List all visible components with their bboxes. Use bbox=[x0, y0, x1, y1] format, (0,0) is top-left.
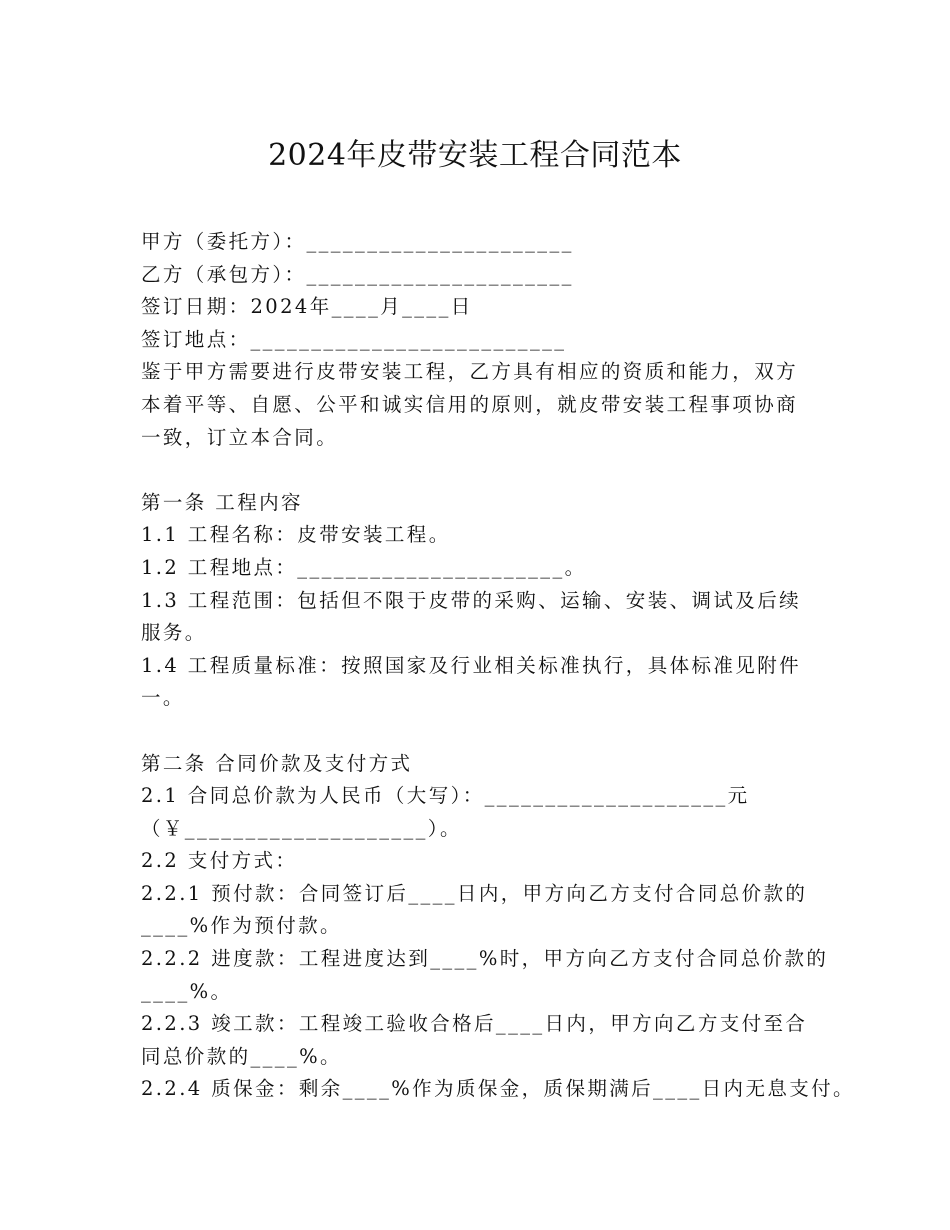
clause-2-1-line-2: （￥____________________）。 bbox=[141, 816, 462, 840]
document-title: 2024年皮带安装工程合同范本 bbox=[268, 138, 682, 173]
signing-place-line: 签订地点：__________________________ bbox=[141, 327, 567, 351]
clause-2-2-3-line-1: 2.2.3 竣工款：工程竣工验收合格后____日内，甲方向乙方支付至合 bbox=[141, 1012, 808, 1036]
document-body bbox=[141, 226, 855, 1106]
clause-2-2-2-line-2: ____%。 bbox=[141, 979, 233, 1003]
clause-1-1: 1.1 工程名称：皮带安装工程。 bbox=[141, 523, 451, 547]
clause-1-4-line-1: 1.4 工程质量标准：按照国家及行业相关标准执行，具体标准见附件 bbox=[141, 653, 802, 677]
clause-2-2-1-line-2: ____%作为预付款。 bbox=[141, 914, 342, 938]
clause-1-3-line-1: 1.3 工程范围：包括但不限于皮带的采购、运输、安装、调试及后续 bbox=[141, 588, 802, 612]
preamble-line-3: 一致，订立本合同。 bbox=[141, 425, 339, 449]
clause-2-2: 2.2 支付方式： bbox=[141, 849, 298, 873]
article-1-heading: 第一条 工程内容 bbox=[141, 490, 303, 514]
clause-2-2-2-line-1: 2.2.2 进度款：工程进度达到____%时，甲方向乙方支付合同总价款的 bbox=[141, 947, 829, 971]
clause-2-2-1-line-1: 2.2.1 预付款：合同签订后____日内，甲方向乙方支付合同总价款的 bbox=[141, 881, 808, 905]
preamble-line-1: 鉴于甲方需要进行皮带安装工程，乙方具有相应的资质和能力，双方 bbox=[141, 360, 799, 384]
clause-2-2-3-line-2: 同总价款的____%。 bbox=[141, 1044, 342, 1068]
spacer bbox=[141, 715, 831, 748]
clause-2-2-4: 2.2.4 质保金：剩余____%作为质保金，质保期满后____日内无息支付。 bbox=[141, 1077, 855, 1101]
article-2-heading: 第二条 合同价款及支付方式 bbox=[141, 751, 413, 775]
clause-1-4-line-2: 一。 bbox=[141, 686, 185, 710]
clause-1-2: 1.2 工程地点：______________________。 bbox=[141, 555, 587, 579]
clause-2-1-line-1: 2.1 合同总价款为人民币（大写）：____________________元 bbox=[141, 784, 750, 808]
signing-date-line: 签订日期：2024年____月____日 bbox=[141, 295, 473, 319]
party-b-line: 乙方（承包方）：______________________ bbox=[141, 262, 574, 286]
party-a-line: 甲方（委托方）：______________________ bbox=[141, 230, 574, 253]
preamble-line-2: 本着平等、自愿、公平和诚实信用的原则，就皮带安装工程事项协商 bbox=[141, 392, 799, 416]
clause-1-3-line-2: 服务。 bbox=[141, 621, 207, 645]
spacer bbox=[141, 454, 831, 487]
